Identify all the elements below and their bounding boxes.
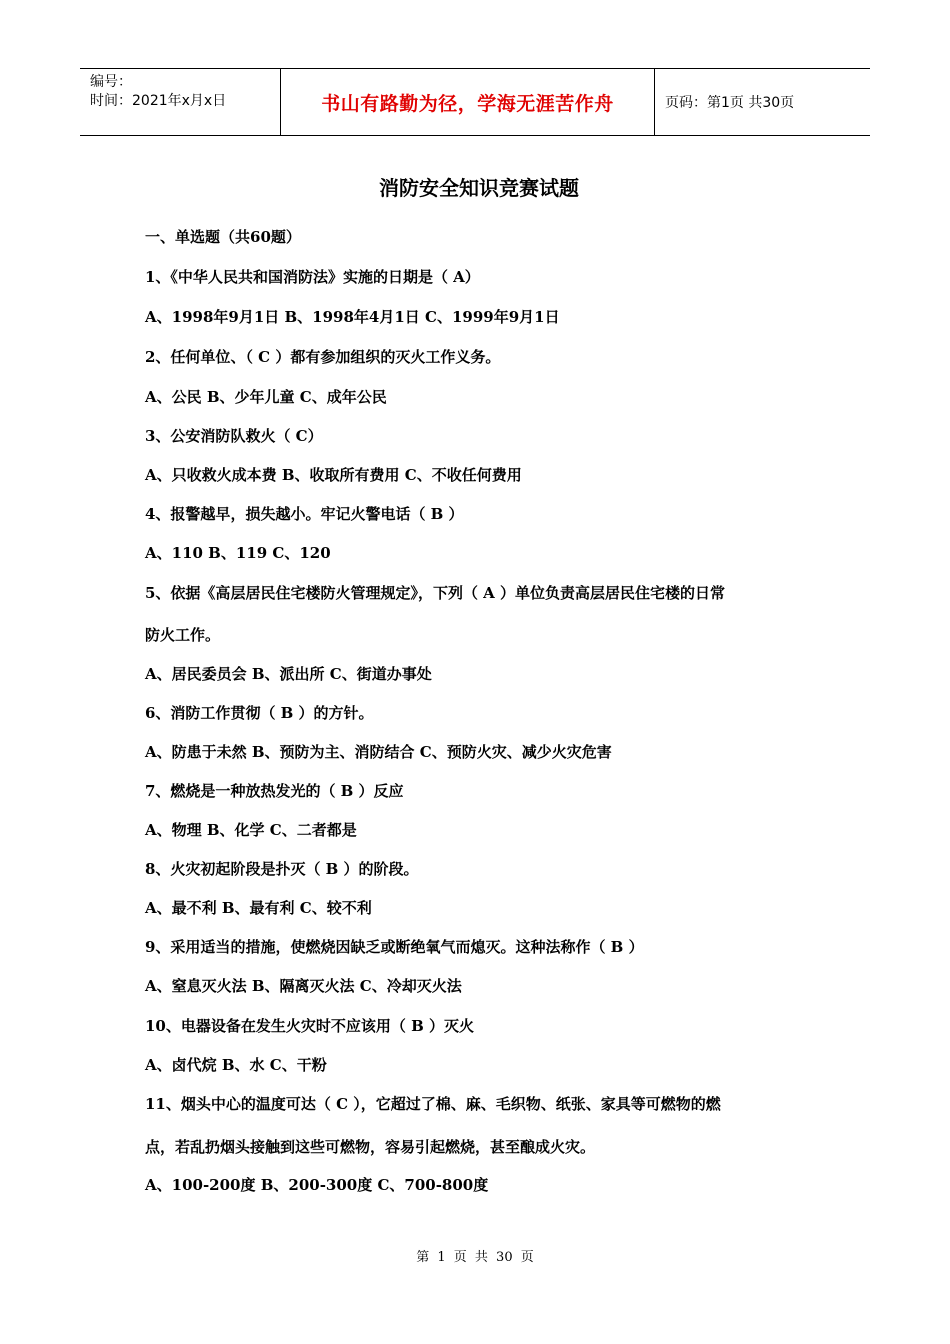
options-line: A、110 B、119 C、120 <box>145 544 331 562</box>
question-line: 2、任何单位、（ C ）都有参加组织的灭火工作义务。 <box>145 348 501 366</box>
options-line: A、100-200度 B、200-300度 C、700-800度 <box>145 1176 489 1194</box>
document-header <box>80 68 870 136</box>
number-label: 编号： <box>90 74 132 90</box>
options-line: A、最不利 B、最有利 C、较不利 <box>145 899 372 917</box>
options-line: A、只收救火成本费 B、收取所有费用 C、不收任何费用 <box>145 466 522 484</box>
motto: 书山有路勤为径，学海无涯苦作舟 <box>281 69 655 135</box>
page-footer: 第 1 页 共 30 页 <box>416 1250 534 1265</box>
question-line: 5、依据《高层居民住宅楼防火管理规定》，下列（ A ）单位负责高层居民住宅楼的日常 <box>145 584 726 602</box>
question-line: 7、燃烧是一种放热发光的（ B ）反应 <box>145 782 404 800</box>
question-line: 9、采用适当的措施，使燃烧因缺乏或断绝氧气而熄灭。这种法称作（ B ） <box>145 938 644 956</box>
options-line: A、居民委员会 B、派出所 C、街道办事处 <box>145 665 432 683</box>
question-line: 11、烟头中心的温度可达（ C ），它超过了棉、麻、毛织物、纸张、家具等可燃物的燃 <box>145 1095 721 1113</box>
section-heading: 一、单选题（共60题） <box>145 228 301 246</box>
question-line: 10、电器设备在发生火灾时不应该用（ B ）灭火 <box>145 1017 474 1035</box>
options-line: A、物理 B、化学 C、二者都是 <box>145 821 357 839</box>
options-line: A、卤代烷 B、水 C、干粉 <box>145 1056 327 1074</box>
options-line: A、1998年9月1日 B、1998年4月1日 C、1999年9月1日 <box>145 308 560 326</box>
document-title: 消防安全知识竞赛试题 <box>379 176 579 200</box>
question-line-continued: 防火工作。 <box>145 626 221 644</box>
question-line: 1、《中华人民共和国消防法》实施的日期是（ A） <box>145 268 480 286</box>
page-label: 页码：第1页 共30页 <box>665 95 795 111</box>
options-line: A、防患于未然 B、预防为主、消防结合 C、预防火灾、减少火灾危害 <box>145 743 612 761</box>
time-label: 时间：2021年x月x日 <box>90 93 227 109</box>
question-line: 4、报警越早，损失越小。牢记火警电话（ B ） <box>145 505 464 523</box>
options-line: A、窒息灭火法 B、隔离灭火法 C、冷却灭火法 <box>145 977 462 995</box>
question-line: 3、公安消防队救火（ C） <box>145 427 323 445</box>
question-line: 8、火灾初起阶段是扑灭（ B ）的阶段。 <box>145 860 419 878</box>
question-line-continued: 点，若乱扔烟头接触到这些可燃物，容易引起燃烧，甚至酿成火灾。 <box>145 1138 596 1156</box>
header-meta-cell <box>80 69 281 135</box>
question-line: 6、消防工作贯彻（ B ）的方针。 <box>145 704 374 722</box>
options-line: A、公民 B、少年儿童 C、成年公民 <box>145 388 387 406</box>
